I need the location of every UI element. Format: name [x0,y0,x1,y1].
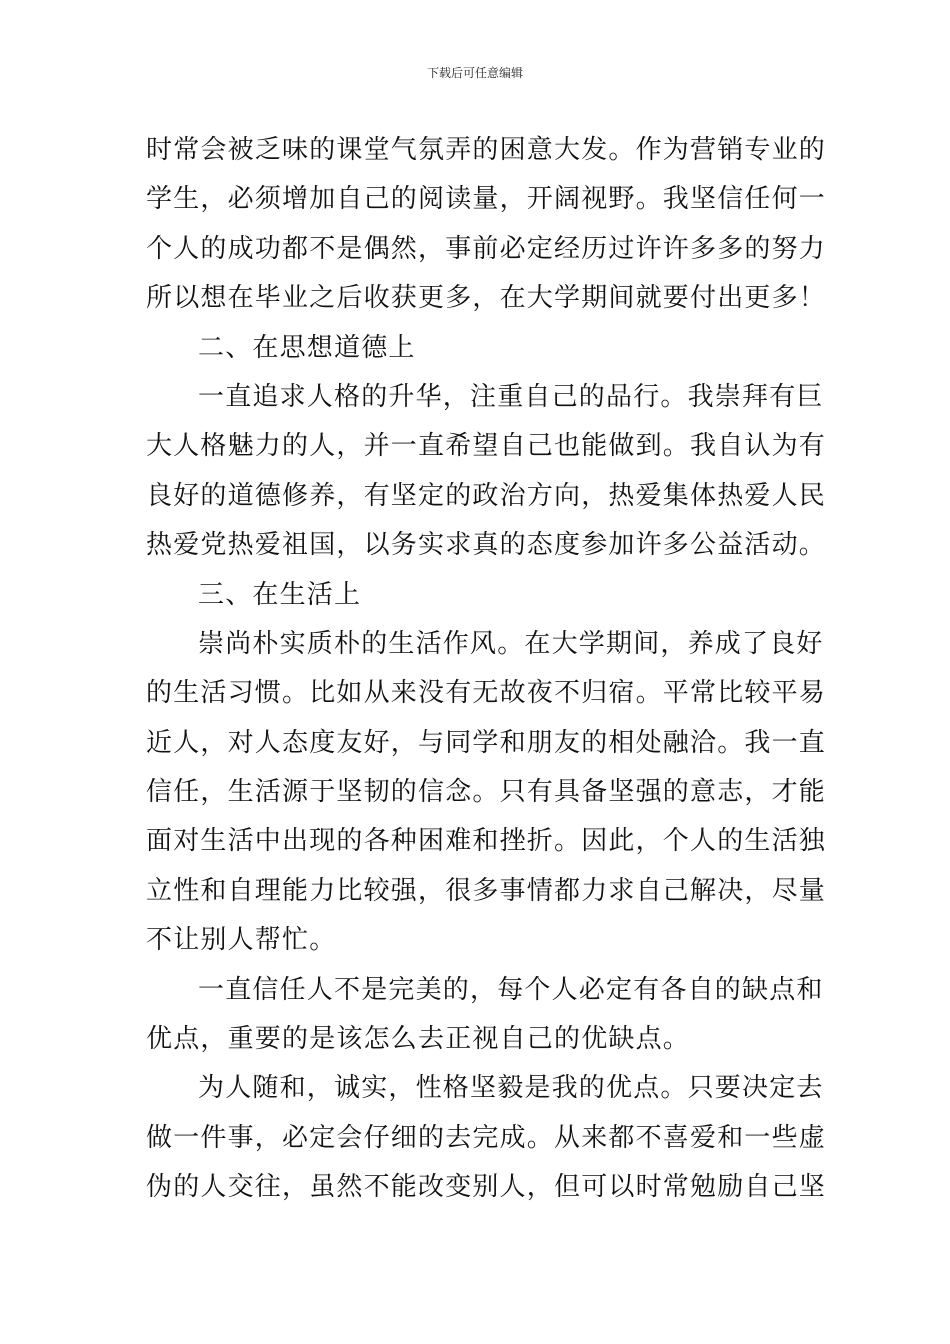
text-line: 信任，生活源于坚韧的信念。只有具备坚强的意志，才能 [146,777,827,808]
text-line: 时常会被乏味的课堂气氛弄的困意大发。作为营销专业的 [146,135,827,165]
text-line: 热爱党热爱祖国，以务实求真的态度参加许多公益活动。 [146,530,827,561]
text-line: 学生，必须增加自己的阅读量，开阔视野。我坚信任何一 [146,184,827,215]
text-line: 个人的成功都不是偶然，事前必定经历过许许多多的努力 [146,233,827,264]
text-line: 近人，对人态度友好，与同学和朋友的相处融洽。我一直 [146,727,827,758]
text-line: 的生活习惯。比如从来没有无故夜不归宿。平常比较平易 [146,678,827,709]
text-line: 优点，重要的是该怎么去正视自己的优缺点。 [146,1024,691,1055]
text-line: 大人格魅力的人，并一直希望自己也能做到。我自认为有 [146,431,827,462]
document-body [146,126,827,1213]
text-line: 一直追求人格的升华，注重自己的品行。我崇拜有巨 [198,381,824,412]
text-line: 做一件事，必定会仔细的去完成。从来都不喜爱和一些虚 [146,1122,827,1153]
text-line: 所以想在毕业之后收获更多，在大学期间就要付出更多！ [146,283,827,314]
text-line: 良好的道德修养，有坚定的政治方向，热爱集体热爱人民 [146,480,827,511]
text-line: 不让别人帮忙。 [146,925,337,956]
section-heading: 三、在生活上 [198,579,362,610]
text-line: 立性和自理能力比较强，很多事情都力求自己解决，尽量 [146,875,827,906]
section-heading: 二、在思想道德上 [198,332,416,363]
text-line: 崇尚朴实质朴的生活作风。在大学期间，养成了良好 [198,628,824,659]
text-line: 一直信任人不是完美的，每个人必定有各自的缺点和 [198,974,824,1005]
text-line: 面对生活中出现的各种困难和挫折。因此，个人的生活独 [146,826,827,857]
text-line: 伪的人交往，虽然不能改变别人，但可以时常勉励自己坚 [146,1172,827,1203]
page-header: 下载后可任意编辑 [426,66,523,80]
text-line: 为人随和，诚实，性格坚毅是我的优点。只要决定去 [198,1073,824,1104]
